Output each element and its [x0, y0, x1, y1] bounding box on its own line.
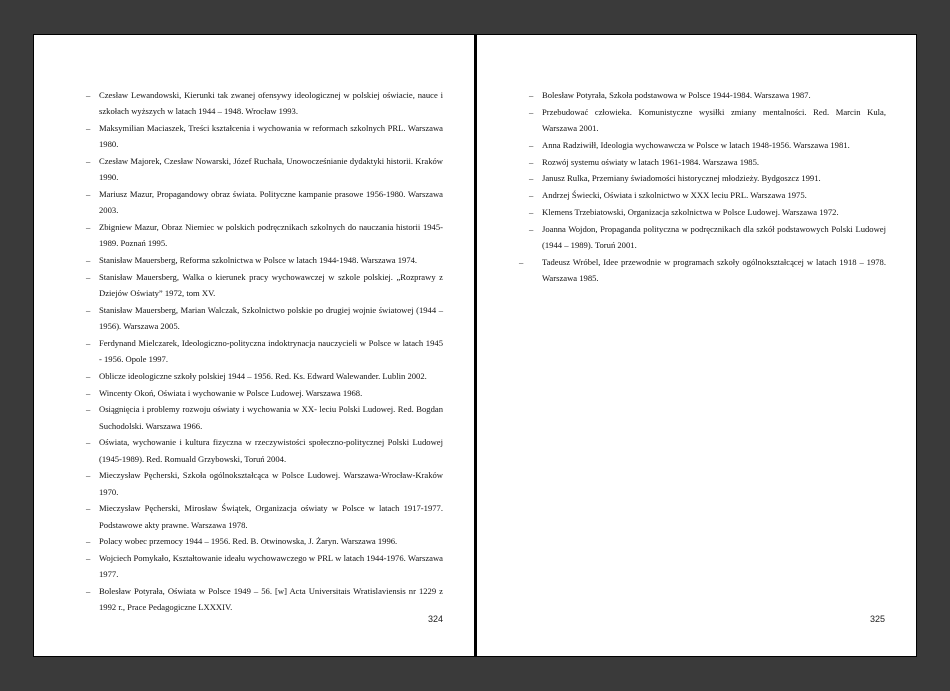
bibliography-entry	[86, 533, 443, 549]
page-number-right: 325	[869, 614, 885, 624]
bibliography-entry	[86, 385, 443, 401]
bibliography-entry	[529, 204, 886, 220]
entry-text: Bolesław Potyrała, Oświata w Polsce 1949 – 56. [w] Acta Universitais Wratislaviensis nr 1229 z 1992 r., Prace Pedagogiczne LXXXIV.	[99, 586, 443, 613]
dash-bullet: –	[86, 404, 91, 415]
page-right	[475, 34, 917, 657]
dash-bullet: –	[86, 370, 91, 381]
bibliography-entry	[86, 500, 443, 532]
entry-text: Stanisław Mauersberg, Walka o kierunek pracy wychowawczej w szkole polskiej. „Rozprawy z Dziejów Oświaty” 1972, tom XV.	[99, 271, 443, 298]
entry-text: Wojciech Pomykało, Kształtowanie ideału wychowawczego w PRL w latach 1944-1976. Warszawa 1977.	[99, 553, 443, 580]
dash-bullet: –	[86, 156, 91, 166]
bibliography-entry	[86, 401, 443, 433]
dash-bullet: –	[529, 173, 534, 184]
entry-text: Mieczysław Pęcherski, Szkoła ogólnokształcąca w Polsce Ludowej. Warszawa-Wrocław-Kraków 1970.	[99, 470, 443, 497]
entry-text: Tadeusz Wróbel, Idee przewodnie w programach szkoły ogólnokształcącej w latach 1918 – 1978. Warszawa 1985.	[542, 256, 886, 283]
entry-text: Joanna Wojdon, Propaganda polityczna w podręcznikach dla szkół podstawowych Polski Ludowej (1944 – 1989). Toruń 2001.	[542, 223, 886, 250]
dash-bullet: –	[86, 470, 91, 481]
entry-text: Czesław Majorek, Czesław Nowarski, Józef Ruchała, Unowocześnianie dydaktyki historii. Kraków 1990.	[99, 156, 443, 183]
bibliography-entry	[86, 153, 443, 185]
page-number-left: 324	[427, 614, 443, 624]
dash-bullet: –	[86, 387, 91, 398]
entry-text: Wincenty Okoń, Oświata i wychowanie w Polsce Ludowej. Warszawa 1968.	[99, 387, 363, 398]
bibliography-entry	[86, 335, 443, 367]
dash-bullet: –	[529, 156, 534, 167]
dash-bullet: –	[86, 503, 91, 514]
dash-bullet: –	[86, 437, 91, 448]
entry-text: Klemens Trzebiatowski, Organizacja szkolnictwa w Polsce Ludowej. Warszawa 1972.	[542, 206, 839, 217]
page-left	[33, 34, 475, 657]
entry-text: Janusz Rulka, Przemiany świadomości historycznej młodzieży. Bydgoszcz 1991.	[542, 173, 821, 184]
bibliography-list-right	[519, 87, 886, 287]
entry-text: Czesław Lewandowski, Kierunki tak zwanej ofensywy ideologicznej w polskiej oświacie, nauce i szkołach wyższych w latach 1944 – 1948. Wrocław 1993.	[99, 90, 443, 117]
entry-text: Bolesław Potyrała, Szkoła podstawowa w Polsce 1944-1984. Warszawa 1987.	[542, 90, 811, 100]
dash-bullet: –	[86, 90, 91, 100]
entry-text: Polacy wobec przemocy 1944 – 1956. Red. B. Otwinowska, J. Żaryn. Warszawa 1996.	[99, 536, 398, 547]
bibliography-entry	[86, 219, 443, 251]
bibliography-entry	[86, 87, 443, 119]
bibliography-list-left	[86, 87, 443, 616]
bibliography-entry	[86, 269, 443, 301]
dash-bullet: –	[529, 206, 534, 217]
entry-text: Maksymilian Maciaszek, Treści kształcenia i wychowania w reformach szkolnych PRL. Warszawa 1980.	[99, 123, 443, 150]
dash-bullet: –	[86, 222, 91, 232]
dash-bullet: –	[529, 223, 534, 234]
dash-bullet: –	[86, 189, 91, 199]
dash-bullet: –	[529, 139, 534, 150]
dash-bullet: –	[529, 90, 534, 100]
dash-bullet: –	[529, 190, 534, 201]
dash-bullet: –	[86, 255, 91, 265]
entry-text: Rozwój systemu oświaty w latach 1961-1984. Warszawa 1985.	[542, 156, 760, 167]
dash-bullet: –	[519, 256, 524, 267]
bibliography-entry	[86, 302, 443, 334]
entry-text: Ferdynand Mielczarek, Ideologiczno-polityczna indoktrynacja nauczycieli w Polsce w latach 1945 - 1956. Opole 1997.	[99, 337, 443, 364]
bibliography-entry	[529, 221, 886, 253]
bibliography-entry	[519, 254, 886, 286]
dash-bullet: –	[529, 106, 534, 117]
bibliography-entry	[86, 550, 443, 582]
entry-text: Mariusz Mazur, Propagandowy obraz świata. Polityczne kampanie prasowe 1956-1980. Warszawa 2003.	[99, 189, 443, 216]
bibliography-entry	[86, 120, 443, 152]
entry-text: Osiągnięcia i problemy rozwoju oświaty i wychowania w XX- leciu Polski Ludowej. Red. Bogdan Suchodolski. Warszawa 1966.	[99, 404, 443, 431]
dash-bullet: –	[86, 123, 91, 133]
entry-text: Stanisław Mauersberg, Marian Walczak, Szkolnictwo polskie po drugiej wojnie światowej (1944 – 1956). Warszawa 2005.	[99, 304, 443, 331]
bibliography-entry	[86, 252, 443, 268]
dash-bullet: –	[86, 337, 91, 348]
bibliography-entry	[86, 583, 443, 615]
bibliography-entry	[529, 104, 886, 136]
bibliography-entry	[529, 137, 886, 153]
entry-text: Zbigniew Mazur, Obraz Niemiec w polskich podręcznikach szkolnych do nauczania historii 1945-1989. Poznań 1995.	[99, 222, 443, 249]
dash-bullet: –	[86, 271, 91, 282]
entry-text: Mieczysław Pęcherski, Mirosław Świątek, Organizacja oświaty w Polsce w latach 1917-1977. Podstawowe akty prawne. Warszawa 1978.	[99, 503, 443, 530]
dash-bullet: –	[86, 553, 91, 564]
entry-text: Oblicze ideologiczne szkoły polskiej 1944 – 1956. Red. Ks. Edward Walewander. Lublin 2002.	[99, 370, 427, 381]
dash-bullet: –	[86, 304, 91, 315]
bibliography-entry	[86, 368, 443, 384]
entry-text: Stanisław Mauersberg, Reforma szkolnictwa w Polsce w latach 1944-1948. Warszawa 1974.	[99, 255, 418, 265]
bibliography-entry	[529, 154, 886, 170]
entry-text: Przebudować człowieka. Komunistyczne wysiłki zmiany mentalności. Red. Marcin Kula, Warszawa 2001.	[542, 106, 886, 133]
entry-text: Anna Radziwiłł, Ideologia wychowawcza w Polsce w latach 1948-1956. Warszawa 1981.	[542, 139, 850, 150]
bibliography-entry	[529, 170, 886, 186]
bibliography-entry	[86, 467, 443, 499]
bibliography-entry	[529, 187, 886, 203]
entry-text: Oświata, wychowanie i kultura fizyczna w rzeczywistości społeczno-politycznej Polski Ludowej (1945-1989). Red. Romuald Grzybowski, Toruń 2004.	[99, 437, 443, 464]
bibliography-entry	[86, 434, 443, 466]
dash-bullet: –	[86, 586, 91, 597]
bibliography-entry	[86, 186, 443, 218]
bibliography-entry	[529, 87, 886, 103]
entry-text: Andrzej Świecki, Oświata i szkolnictwo w XXX leciu PRL. Warszawa 1975.	[542, 190, 807, 201]
dash-bullet: –	[86, 536, 91, 547]
